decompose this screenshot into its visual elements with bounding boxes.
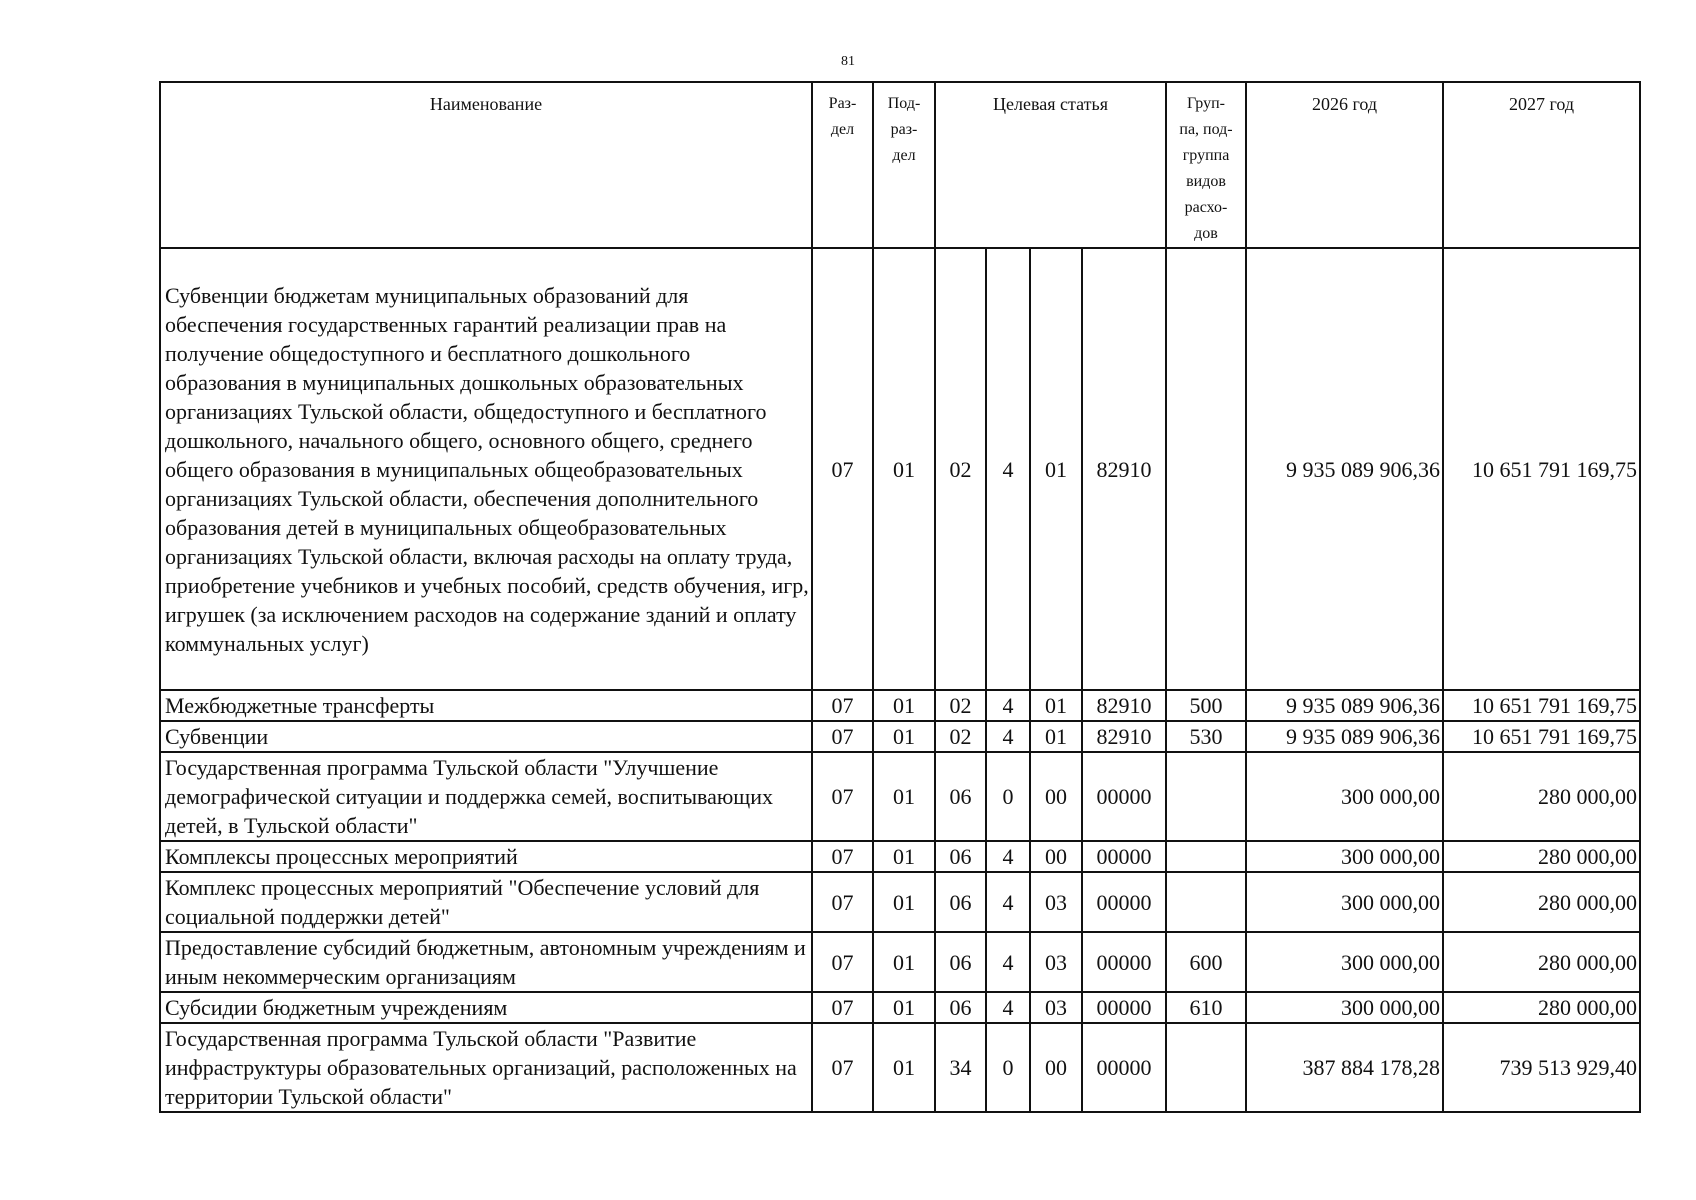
razdel-cell: 07 bbox=[812, 1023, 873, 1112]
podrazdel-cell: 01 bbox=[873, 841, 935, 872]
expense-group-cell bbox=[1166, 872, 1246, 932]
amount-2027-cell: 280 000,00 bbox=[1443, 932, 1640, 992]
expense-group-cell bbox=[1166, 841, 1246, 872]
podrazdel-cell: 01 bbox=[873, 721, 935, 752]
name-cell: Государственная программа Тульской области "Улучшение демографической ситуации и поддержка семей, воспитывающих детей, в Тульской области" bbox=[160, 752, 812, 841]
amount-2026-cell: 9 935 089 906,36 bbox=[1246, 690, 1443, 721]
amount-2026-cell: 300 000,00 bbox=[1246, 992, 1443, 1023]
header-razdel: Раз- дел bbox=[812, 82, 873, 248]
table-row bbox=[160, 752, 1640, 841]
amount-2026-cell: 300 000,00 bbox=[1246, 752, 1443, 841]
podrazdel-cell: 01 bbox=[873, 1023, 935, 1112]
podrazdel-cell: 01 bbox=[873, 992, 935, 1023]
target-part2-cell: 4 bbox=[986, 721, 1030, 752]
target-part2-cell: 0 bbox=[986, 752, 1030, 841]
table-row bbox=[160, 841, 1640, 872]
target-part3-cell: 00 bbox=[1030, 1023, 1082, 1112]
name-cell: Комплекс процессных мероприятий "Обеспечение условий для социальной поддержки детей" bbox=[160, 872, 812, 932]
table-row bbox=[160, 248, 1640, 690]
name-cell: Комплексы процессных мероприятий bbox=[160, 841, 812, 872]
header-year-2026: 2026 год bbox=[1246, 82, 1443, 248]
header-expense-group: Груп- па, под- группа видов расхо- дов bbox=[1166, 82, 1246, 248]
amount-2027-cell: 280 000,00 bbox=[1443, 841, 1640, 872]
amount-2027-cell: 10 651 791 169,75 bbox=[1443, 248, 1640, 690]
podrazdel-cell: 01 bbox=[873, 872, 935, 932]
name-cell: Субвенции бюджетам муниципальных образований для обеспечения государственных гарантий реализации прав на получение общедоступного и бесплатного дошкольного образования в муниципальных дошкольных образовательных организациях Тульской области, общедоступного и бесплатного дошкольного, начального общего, основного общего, среднего общего образования в муниципальных общеобразовательных организациях Тульской области, обеспечения дополнительного образования детей в муниципальных общеобразовательных организациях Тульской области, включая расходы на оплату труда, приобретение учебников и учебных пособий, средств обучения, игр, игрушек (за исключением расходов на содержание зданий и оплату коммунальных услуг) bbox=[160, 248, 812, 690]
budget-table bbox=[159, 81, 1641, 1113]
target-part2-cell: 4 bbox=[986, 872, 1030, 932]
target-part3-cell: 03 bbox=[1030, 872, 1082, 932]
target-part3-cell: 01 bbox=[1030, 690, 1082, 721]
name-cell: Субвенции bbox=[160, 721, 812, 752]
target-part1-cell: 06 bbox=[935, 992, 986, 1023]
target-part3-cell: 01 bbox=[1030, 721, 1082, 752]
razdel-cell: 07 bbox=[812, 690, 873, 721]
razdel-cell: 07 bbox=[812, 841, 873, 872]
podrazdel-cell: 01 bbox=[873, 932, 935, 992]
header-name: Наименование bbox=[160, 82, 812, 248]
name-cell: Межбюджетные трансферты bbox=[160, 690, 812, 721]
razdel-cell: 07 bbox=[812, 721, 873, 752]
expense-group-cell bbox=[1166, 248, 1246, 690]
amount-2026-cell: 300 000,00 bbox=[1246, 841, 1443, 872]
amount-2026-cell: 300 000,00 bbox=[1246, 932, 1443, 992]
target-part3-cell: 00 bbox=[1030, 841, 1082, 872]
razdel-cell: 07 bbox=[812, 752, 873, 841]
target-part4-cell: 00000 bbox=[1082, 932, 1166, 992]
amount-2027-cell: 10 651 791 169,75 bbox=[1443, 690, 1640, 721]
header-year-2027: 2027 год bbox=[1443, 82, 1640, 248]
expense-group-cell: 530 bbox=[1166, 721, 1246, 752]
name-cell: Предоставление субсидий бюджетным, автономным учреждениям и иным некоммерческим организациям bbox=[160, 932, 812, 992]
target-part4-cell: 00000 bbox=[1082, 992, 1166, 1023]
target-part1-cell: 02 bbox=[935, 690, 986, 721]
amount-2027-cell: 280 000,00 bbox=[1443, 752, 1640, 841]
name-cell: Субсидии бюджетным учреждениям bbox=[160, 992, 812, 1023]
table-row bbox=[160, 690, 1640, 721]
name-cell: Государственная программа Тульской области "Развитие инфраструктуры образовательных организаций, расположенных на территории Тульской области" bbox=[160, 1023, 812, 1112]
razdel-cell: 07 bbox=[812, 248, 873, 690]
target-part2-cell: 4 bbox=[986, 932, 1030, 992]
expense-group-cell bbox=[1166, 1023, 1246, 1112]
target-part1-cell: 02 bbox=[935, 248, 986, 690]
target-part1-cell: 06 bbox=[935, 752, 986, 841]
expense-group-cell bbox=[1166, 752, 1246, 841]
podrazdel-cell: 01 bbox=[873, 752, 935, 841]
target-part2-cell: 4 bbox=[986, 690, 1030, 721]
amount-2027-cell: 10 651 791 169,75 bbox=[1443, 721, 1640, 752]
table-row bbox=[160, 932, 1640, 992]
table-row bbox=[160, 872, 1640, 932]
target-part3-cell: 01 bbox=[1030, 248, 1082, 690]
table-row bbox=[160, 1023, 1640, 1112]
target-part2-cell: 4 bbox=[986, 248, 1030, 690]
page-number: 81 bbox=[841, 54, 855, 69]
target-part4-cell: 00000 bbox=[1082, 872, 1166, 932]
target-part1-cell: 06 bbox=[935, 872, 986, 932]
razdel-cell: 07 bbox=[812, 992, 873, 1023]
expense-group-cell: 610 bbox=[1166, 992, 1246, 1023]
target-part2-cell: 0 bbox=[986, 1023, 1030, 1112]
amount-2027-cell: 739 513 929,40 bbox=[1443, 1023, 1640, 1112]
expense-group-cell: 500 bbox=[1166, 690, 1246, 721]
table-header-row bbox=[160, 82, 1640, 248]
amount-2026-cell: 9 935 089 906,36 bbox=[1246, 248, 1443, 690]
target-part1-cell: 06 bbox=[935, 932, 986, 992]
target-part4-cell: 82910 bbox=[1082, 721, 1166, 752]
target-part3-cell: 00 bbox=[1030, 752, 1082, 841]
amount-2027-cell: 280 000,00 bbox=[1443, 992, 1640, 1023]
target-part4-cell: 82910 bbox=[1082, 248, 1166, 690]
target-part2-cell: 4 bbox=[986, 992, 1030, 1023]
table-row bbox=[160, 992, 1640, 1023]
target-part4-cell: 00000 bbox=[1082, 1023, 1166, 1112]
razdel-cell: 07 bbox=[812, 872, 873, 932]
target-part1-cell: 34 bbox=[935, 1023, 986, 1112]
target-part1-cell: 06 bbox=[935, 841, 986, 872]
podrazdel-cell: 01 bbox=[873, 690, 935, 721]
amount-2027-cell: 280 000,00 bbox=[1443, 872, 1640, 932]
target-part4-cell: 00000 bbox=[1082, 752, 1166, 841]
amount-2026-cell: 387 884 178,28 bbox=[1246, 1023, 1443, 1112]
expense-group-cell: 600 bbox=[1166, 932, 1246, 992]
target-part3-cell: 03 bbox=[1030, 932, 1082, 992]
target-part3-cell: 03 bbox=[1030, 992, 1082, 1023]
target-part1-cell: 02 bbox=[935, 721, 986, 752]
podrazdel-cell: 01 bbox=[873, 248, 935, 690]
table-row bbox=[160, 721, 1640, 752]
target-part4-cell: 00000 bbox=[1082, 841, 1166, 872]
target-part2-cell: 4 bbox=[986, 841, 1030, 872]
header-podrazdel: Под- раз- дел bbox=[873, 82, 935, 248]
header-target-article: Целевая статья bbox=[935, 82, 1166, 248]
amount-2026-cell: 300 000,00 bbox=[1246, 872, 1443, 932]
target-part4-cell: 82910 bbox=[1082, 690, 1166, 721]
amount-2026-cell: 9 935 089 906,36 bbox=[1246, 721, 1443, 752]
razdel-cell: 07 bbox=[812, 932, 873, 992]
